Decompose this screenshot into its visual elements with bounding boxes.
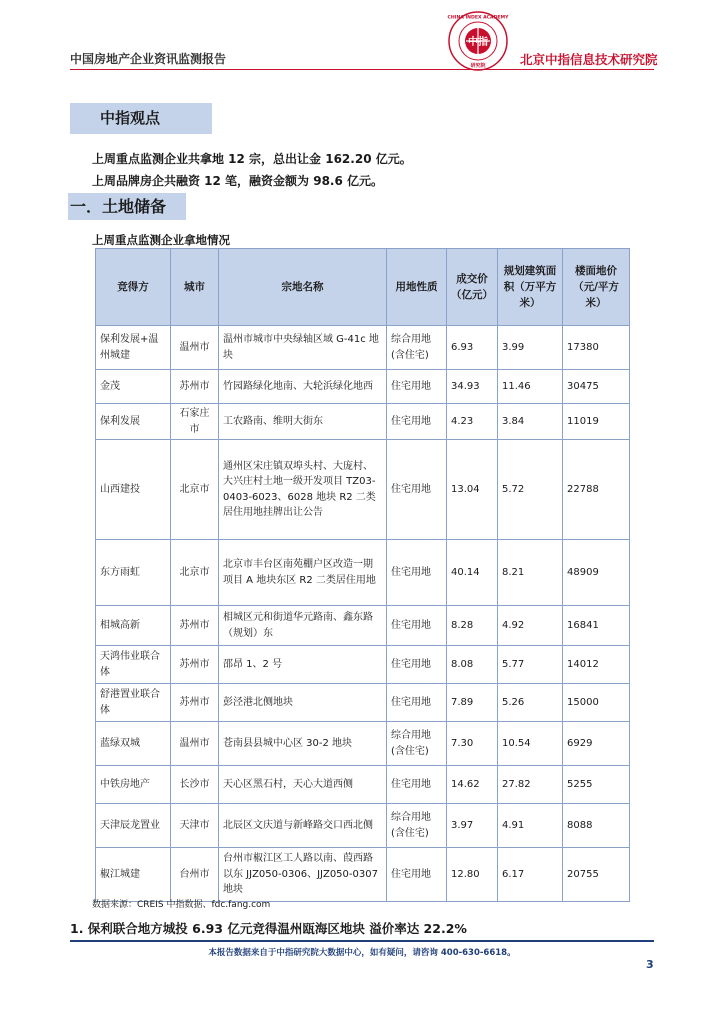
cell-floor-price: 8088 <box>563 804 630 848</box>
header-bidder: 竞得方 <box>96 249 171 326</box>
cell-city: 苏州市 <box>171 606 219 646</box>
cell-floor-price: 14012 <box>563 646 630 684</box>
cell-floor-price: 5255 <box>563 766 630 804</box>
table-row <box>96 326 630 370</box>
cell-city: 温州市 <box>171 722 219 766</box>
cell-price: 3.97 <box>447 804 498 848</box>
cell-bidder: 舒港置业联合体 <box>96 684 171 722</box>
cell-price: 4.23 <box>447 404 498 440</box>
logo-center-text: 中指 <box>468 37 488 48</box>
footer-note: 本报告数据来自于中指研究院大数据中心，如有疑问，请咨询 400-630-6618。 <box>208 948 516 958</box>
cell-land-use: 综合用地(含住宅) <box>387 722 447 766</box>
table-row <box>96 646 630 684</box>
cell-city: 台州市 <box>171 848 219 902</box>
cell-city: 北京市 <box>171 440 219 540</box>
table-row <box>96 722 630 766</box>
logo-bottom-text: 研究院 <box>470 63 486 69</box>
cell-area: 11.46 <box>498 370 563 404</box>
cell-floor-price: 48909 <box>563 540 630 606</box>
cell-floor-price: 22788 <box>563 440 630 540</box>
land-acquisition-table <box>95 248 630 902</box>
institute-name: 北京中指信息技术研究院 <box>520 52 658 67</box>
cell-parcel: 工农路南、维明大街东 <box>219 404 387 440</box>
header-floor-price: 楼面地价（元/平方米） <box>563 249 630 326</box>
cell-price: 13.04 <box>447 440 498 540</box>
cell-price: 40.14 <box>447 540 498 606</box>
cell-city: 天津市 <box>171 804 219 848</box>
cell-land-use: 住宅用地 <box>387 404 447 440</box>
cell-city: 苏州市 <box>171 684 219 722</box>
cell-parcel: 温州市城市中央绿轴区域 G-41c 地块 <box>219 326 387 370</box>
cell-land-use: 住宅用地 <box>387 440 447 540</box>
table-header-row <box>96 249 630 326</box>
cell-bidder: 金茂 <box>96 370 171 404</box>
cell-city: 苏州市 <box>171 370 219 404</box>
cell-city: 苏州市 <box>171 646 219 684</box>
cell-land-use: 住宅用地 <box>387 848 447 902</box>
cell-land-use: 住宅用地 <box>387 540 447 606</box>
cell-floor-price: 17380 <box>563 326 630 370</box>
cell-city: 长沙市 <box>171 766 219 804</box>
cell-land-use: 住宅用地 <box>387 684 447 722</box>
cell-floor-price: 20755 <box>563 848 630 902</box>
cell-price: 8.28 <box>447 606 498 646</box>
table-row <box>96 766 630 804</box>
cell-city: 温州市 <box>171 326 219 370</box>
report-title: 中国房地产企业资讯监测报告 <box>70 52 227 66</box>
cell-floor-price: 11019 <box>563 404 630 440</box>
cell-area: 8.21 <box>498 540 563 606</box>
page-number: 3 <box>646 958 654 971</box>
cell-floor-price: 15000 <box>563 684 630 722</box>
table-row <box>96 606 630 646</box>
cell-bidder: 相城高新 <box>96 606 171 646</box>
table-row <box>96 540 630 606</box>
cell-bidder: 天鸿伟业联合体 <box>96 646 171 684</box>
cell-area: 5.72 <box>498 440 563 540</box>
cell-floor-price: 6929 <box>563 722 630 766</box>
cell-bidder: 蓝绿双城 <box>96 722 171 766</box>
cell-bidder: 东方雨虹 <box>96 540 171 606</box>
academy-logo <box>442 10 514 72</box>
header-parcel: 宗地名称 <box>219 249 387 326</box>
cell-parcel: 苍南县县城中心区 30-2 地块 <box>219 722 387 766</box>
cell-area: 3.99 <box>498 326 563 370</box>
table-row <box>96 684 630 722</box>
cell-parcel: 通州区宋庄镇双埠头村、大庞村、大兴庄村土地一级开发项目 TZ03-0403-6023、6028 地块 R2 二类居住用地挂牌出让公告 <box>219 440 387 540</box>
cell-bidder: 中铁房地产 <box>96 766 171 804</box>
table-title: 上周重点监测企业拿地情况 <box>92 233 230 247</box>
cell-area: 10.54 <box>498 722 563 766</box>
viewpoint-heading: 中指观点 <box>70 103 212 134</box>
section-heading-land: 一．土地储备 <box>68 193 186 220</box>
table-row <box>96 848 630 902</box>
cell-area: 4.91 <box>498 804 563 848</box>
cell-parcel: 台州市椒江区工人路以南、葭西路以东 JJZ050-0306、JJZ050-0307 地块 <box>219 848 387 902</box>
data-source: 数据来源：CREIS 中指数据、fdc.fang.com <box>92 900 271 910</box>
cell-city: 石家庄市 <box>171 404 219 440</box>
cell-parcel: 相城区元和街道华元路南、鑫东路（规划）东 <box>219 606 387 646</box>
cell-price: 14.62 <box>447 766 498 804</box>
cell-land-use: 综合用地(含住宅) <box>387 804 447 848</box>
cell-land-use: 综合用地(含住宅) <box>387 326 447 370</box>
cell-price: 7.30 <box>447 722 498 766</box>
cell-bidder: 天津辰龙置业 <box>96 804 171 848</box>
cell-area: 4.92 <box>498 606 563 646</box>
cell-land-use: 住宅用地 <box>387 766 447 804</box>
header-city: 城市 <box>171 249 219 326</box>
cell-price: 12.80 <box>447 848 498 902</box>
cell-land-use: 住宅用地 <box>387 370 447 404</box>
cell-price: 34.93 <box>447 370 498 404</box>
header-divider <box>70 69 654 70</box>
summary-line-financing: 上周品牌房企共融资 12 笔，融资金额为 98.6 亿元。 <box>92 174 384 188</box>
cell-bidder: 保利发展 <box>96 404 171 440</box>
logo-ring-text: CHINA INDEX ACADEMY <box>447 15 509 21</box>
news-heading-1: 1. 保利联合地方城投 6.93 亿元竞得温州瓯海区地块 溢价率达 22.2% <box>70 921 467 936</box>
cell-parcel: 邵昂 1、2 号 <box>219 646 387 684</box>
header-area: 规划建筑面积（万平方米） <box>498 249 563 326</box>
cell-floor-price: 16841 <box>563 606 630 646</box>
cell-price: 8.08 <box>447 646 498 684</box>
cell-land-use: 住宅用地 <box>387 606 447 646</box>
cell-area: 6.17 <box>498 848 563 902</box>
cell-area: 27.82 <box>498 766 563 804</box>
cell-parcel: 北辰区文庆道与新峰路交口西北侧 <box>219 804 387 848</box>
cell-price: 7.89 <box>447 684 498 722</box>
table-row <box>96 440 630 540</box>
cell-bidder: 山西建投 <box>96 440 171 540</box>
cell-land-use: 住宅用地 <box>387 646 447 684</box>
cell-area: 5.26 <box>498 684 563 722</box>
table-row <box>96 404 630 440</box>
cell-area: 3.84 <box>498 404 563 440</box>
cell-area: 5.77 <box>498 646 563 684</box>
table-row <box>96 804 630 848</box>
table-row <box>96 370 630 404</box>
header-land-use: 用地性质 <box>387 249 447 326</box>
summary-line-land: 上周重点监测企业共拿地 12 宗，总出让金 162.20 亿元。 <box>92 152 412 166</box>
footer-divider <box>70 940 654 942</box>
cell-bidder: 椒江城建 <box>96 848 171 902</box>
cell-floor-price: 30475 <box>563 370 630 404</box>
cell-parcel: 竹园路绿化地南、大轮浜绿化地西 <box>219 370 387 404</box>
cell-bidder: 保利发展+温州城建 <box>96 326 171 370</box>
cell-parcel: 北京市丰台区南苑棚户区改造一期项目 A 地块东区 R2 二类居住用地 <box>219 540 387 606</box>
cell-city: 北京市 <box>171 540 219 606</box>
cell-parcel: 彭泾港北侧地块 <box>219 684 387 722</box>
cell-price: 6.93 <box>447 326 498 370</box>
header-price: 成交价（亿元） <box>447 249 498 326</box>
cell-parcel: 天心区黑石村，天心大道西侧 <box>219 766 387 804</box>
